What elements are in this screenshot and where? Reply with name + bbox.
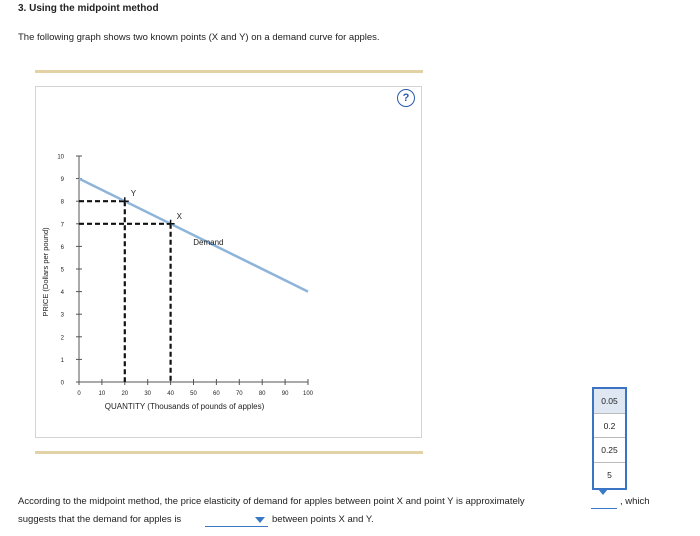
y-tick-label: 9: [60, 177, 64, 184]
x-tick-label: 90: [281, 391, 289, 397]
x-tick-label: 10: [98, 391, 106, 397]
y-axis-label: PRICE (Dollars per pound): [41, 227, 50, 317]
y-tick-label: 5: [60, 267, 64, 274]
intro-text: The following graph shows two known points (X and Y) on a demand curve for apples.: [18, 32, 380, 43]
elasticity-answer-field[interactable]: [591, 508, 617, 509]
y-tick-label: 4: [60, 290, 64, 297]
question-text-4: between points X and Y.: [272, 514, 374, 525]
question-text-3: suggests that the demand for apples is: [18, 514, 182, 525]
y-tick-label: 3: [60, 312, 64, 319]
section-heading: 3. Using the midpoint method: [18, 3, 159, 14]
x-tick-label: 50: [190, 391, 197, 397]
top-divider: [35, 70, 423, 73]
y-tick-label: 1: [60, 357, 64, 364]
x-tick-label: 70: [235, 391, 243, 397]
x-tick-label: 40: [167, 391, 174, 397]
help-icon[interactable]: ?: [397, 89, 415, 107]
question-text-1: According to the midpoint method, the price elasticity of demand for apples between point X and point Y is approximately: [18, 496, 525, 507]
demand-curve-label: Demand: [193, 237, 224, 247]
y-tick-label: 6: [60, 244, 64, 251]
x-tick-label: 80: [258, 391, 266, 397]
x-axis-label: QUANTITY (Thousands of pounds of apples): [104, 402, 265, 411]
point-label: Y: [130, 189, 137, 199]
y-tick-label: 10: [57, 154, 64, 161]
y-tick-label: 2: [60, 335, 64, 342]
x-tick-label: 0: [77, 391, 81, 397]
bottom-divider: [35, 451, 423, 454]
demand-type-answer-field[interactable]: [205, 526, 268, 527]
dropdown-option[interactable]: 0.2: [594, 414, 625, 439]
x-tick-label: 30: [144, 391, 152, 397]
dropdown-option[interactable]: 5: [607, 469, 612, 480]
x-tick-label: 100: [302, 391, 314, 397]
demand-type-dropdown-arrow-icon[interactable]: [255, 517, 265, 523]
x-tick-label: 60: [213, 391, 220, 397]
question-text-2: , which: [620, 496, 650, 507]
elasticity-dropdown-arrow-icon[interactable]: [598, 489, 608, 495]
graph-panel: [35, 86, 422, 438]
x-tick-label: 20: [121, 391, 129, 397]
dropdown-option[interactable]: 0.25: [594, 438, 625, 463]
y-tick-label: 8: [60, 199, 64, 206]
y-tick-label: 7: [60, 222, 64, 229]
y-tick-label: 0: [60, 380, 64, 387]
elasticity-dropdown-list[interactable]: [592, 387, 627, 490]
dropdown-option[interactable]: 0.05: [594, 389, 625, 414]
point-label: X: [176, 211, 182, 221]
